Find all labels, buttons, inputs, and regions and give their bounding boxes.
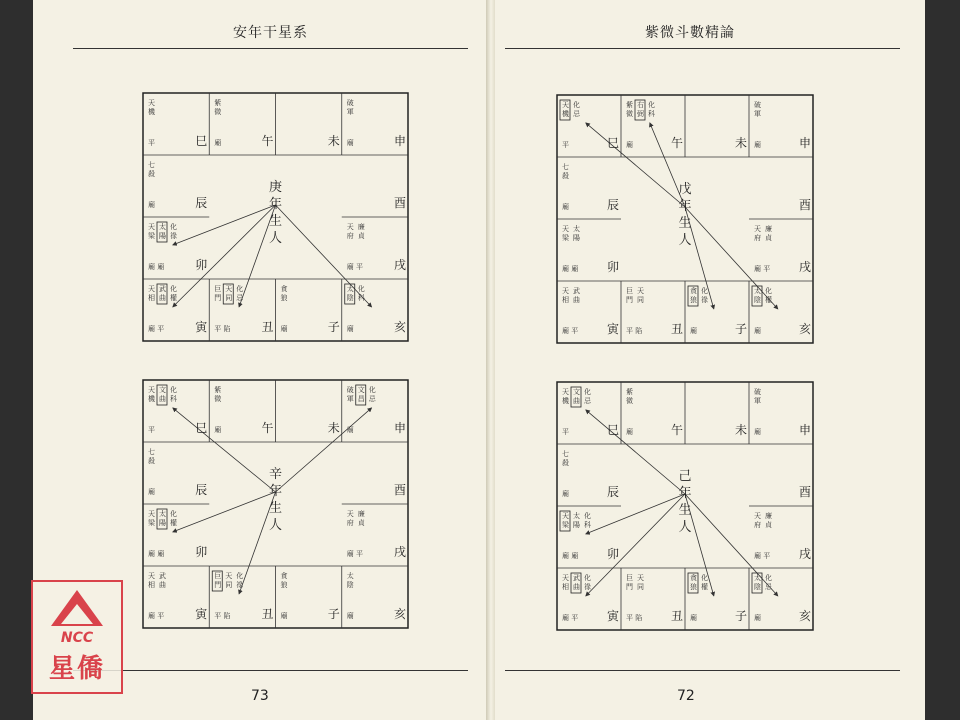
stamp-name: 星僑: [48, 654, 105, 684]
hua-label: 祿: [236, 581, 244, 589]
branch-label: 辰: [607, 198, 620, 212]
branch-label: 巳: [195, 421, 208, 435]
brightness-note: 廟 平: [346, 263, 363, 271]
brightness-note: 廟 平: [148, 612, 165, 620]
branch-label: 午: [671, 423, 684, 437]
brightness-note: 平: [148, 139, 155, 147]
brightness-note: 廟: [626, 141, 633, 149]
star-label: 天: [562, 225, 569, 233]
star-label: 陽: [159, 519, 166, 527]
brightness-note: 平 陷: [626, 327, 643, 335]
brightness-note: 廟: [690, 327, 697, 335]
center-label: 庚: [268, 180, 283, 195]
star-label: 相: [148, 294, 155, 302]
hua-label: 忌: [236, 294, 244, 302]
branch-label: 未: [735, 423, 748, 437]
brightness-note: 廟: [214, 426, 222, 434]
branch-label: 寅: [195, 320, 208, 334]
star-label: 紫: [626, 101, 633, 109]
right-page-header: 紫微斗數精論: [645, 25, 735, 41]
branch-label: 未: [735, 136, 748, 150]
center-label: 辛: [268, 467, 283, 482]
star-label: 天: [148, 572, 155, 580]
brightness-note: 廟: [626, 428, 633, 436]
hua-label: 權: [765, 296, 772, 304]
brightness-note: 廟: [754, 327, 761, 335]
star-label: 武: [573, 574, 580, 582]
arrow-line: [586, 494, 685, 596]
star-label: 門: [214, 294, 222, 302]
branch-label: 巳: [607, 136, 620, 150]
star-label: 曲: [573, 296, 580, 304]
star-label: 梁: [148, 232, 155, 240]
star-label: 機: [562, 397, 569, 405]
star-label: 天: [148, 99, 155, 107]
star-label: 微: [214, 108, 222, 116]
star-label: 貞: [765, 521, 772, 529]
branch-label: 子: [327, 607, 340, 621]
star-label: 天: [562, 287, 569, 295]
star-label: 巨: [214, 285, 222, 293]
hua-label: 權: [701, 583, 708, 591]
left-page-number: 73: [251, 688, 269, 704]
brightness-note: 廟 平: [562, 327, 579, 335]
star-label: 天: [754, 512, 761, 520]
center-label: 人: [678, 520, 692, 535]
hua-label: 化: [648, 101, 655, 109]
ncc-stamp-logo: [31, 580, 123, 694]
brightness-note: 廟 平: [754, 265, 771, 273]
star-label: 昌: [357, 395, 365, 403]
star-label: 紫: [626, 388, 633, 396]
branch-label: 卯: [607, 547, 620, 561]
branch-label: 戌: [799, 547, 812, 561]
brightness-note: 平: [562, 428, 569, 436]
branch-label: 卯: [195, 258, 208, 272]
star-label: 天: [346, 510, 354, 518]
star-label: 府: [346, 519, 354, 527]
arrow-line: [276, 408, 372, 492]
hua-label: 化: [170, 223, 177, 231]
star-label: 微: [626, 110, 633, 118]
star-label: 武: [159, 572, 166, 580]
hua-label: 祿: [701, 296, 708, 304]
star-label: 殺: [562, 459, 569, 467]
arrow-line: [173, 492, 276, 532]
brightness-note: 廟: [280, 612, 288, 620]
branch-label: 亥: [394, 320, 407, 334]
brightness-note: 廟: [214, 139, 222, 147]
hua-label: 科: [357, 294, 365, 302]
star-label: 微: [626, 397, 633, 405]
star-label: 相: [562, 296, 569, 304]
brightness-note: 廟 廟: [562, 552, 579, 560]
star-label: 殺: [562, 172, 569, 180]
branch-label: 酉: [799, 485, 812, 499]
star-label: 曲: [573, 397, 580, 405]
chart-right-bottom: [557, 382, 813, 630]
branch-label: 丑: [671, 322, 684, 336]
brightness-note: 廟: [346, 426, 354, 434]
star-label: 廉: [357, 223, 365, 231]
branch-label: 巳: [195, 134, 208, 148]
star-label: 軍: [346, 108, 354, 116]
star-label: 巨: [626, 574, 633, 582]
brightness-note: 廟 廟: [148, 550, 165, 558]
star-label: 狼: [690, 296, 697, 304]
star-label: 右: [637, 101, 644, 109]
branch-label: 丑: [261, 320, 274, 334]
branch-label: 申: [394, 134, 407, 148]
center-label: 年: [268, 484, 283, 499]
branch-label: 亥: [394, 607, 407, 621]
star-label: 陽: [159, 232, 166, 240]
star-label: 破: [346, 386, 354, 394]
star-label: 微: [214, 395, 222, 403]
star-label: 太: [159, 223, 166, 231]
brightness-note: 廟: [690, 614, 697, 622]
star-label: 七: [562, 163, 569, 171]
branch-label: 未: [327, 134, 340, 148]
hua-label: 祿: [170, 232, 177, 240]
arrow-line: [586, 494, 685, 534]
star-label: 同: [225, 294, 233, 302]
footer-rule: [505, 670, 900, 671]
brightness-note: 廟 平: [148, 325, 165, 333]
star-label: 陰: [754, 296, 761, 304]
branch-label: 子: [735, 609, 748, 623]
center-label: 戊: [678, 182, 692, 197]
star-label: 機: [148, 395, 155, 403]
star-label: 狼: [280, 294, 288, 302]
star-label: 廉: [765, 512, 772, 520]
branch-label: 申: [394, 421, 407, 435]
branch-label: 巳: [607, 423, 620, 437]
hua-label: 科: [648, 110, 655, 118]
star-label: 文: [159, 386, 166, 394]
star-label: 陽: [573, 234, 580, 242]
star-label: 相: [148, 581, 155, 589]
star-label: 文: [573, 388, 580, 396]
star-label: 破: [346, 99, 354, 107]
center-label: 人: [678, 233, 692, 248]
right-page-number: 72: [677, 688, 695, 704]
hua-label: 化: [357, 285, 365, 293]
branch-label: 辰: [195, 196, 208, 210]
brightness-note: 廟 平: [754, 552, 771, 560]
star-label: 狼: [280, 581, 288, 589]
star-label: 曲: [573, 583, 580, 591]
branch-label: 寅: [195, 607, 208, 621]
star-label: 貞: [357, 519, 365, 527]
hua-label: 化: [170, 386, 177, 394]
star-label: 紫: [214, 386, 222, 394]
brightness-note: 平: [562, 141, 569, 149]
hua-label: 化: [170, 285, 177, 293]
branch-label: 午: [261, 134, 274, 148]
branch-label: 戌: [799, 260, 812, 274]
star-label: 天: [637, 574, 644, 582]
branch-label: 子: [327, 320, 340, 334]
brightness-note: 廟: [346, 139, 354, 147]
hua-label: 忌: [765, 583, 772, 591]
star-label: 軍: [346, 395, 354, 403]
star-label: 梁: [562, 521, 569, 529]
star-label: 太: [754, 574, 761, 582]
star-label: 貪: [690, 287, 697, 295]
star-label: 貪: [280, 572, 288, 580]
header-rule: [73, 48, 468, 49]
star-label: 梁: [148, 519, 155, 527]
star-label: 武: [573, 287, 580, 295]
branch-label: 酉: [394, 483, 407, 497]
brightness-note: 廟: [562, 490, 569, 498]
star-label: 曲: [159, 395, 166, 403]
hua-label: 權: [170, 519, 177, 527]
brightness-note: 平: [148, 426, 155, 434]
center-label: 年: [268, 197, 283, 212]
arrow-line: [685, 494, 778, 596]
brightness-note: 廟: [754, 614, 761, 622]
hua-label: 化: [368, 386, 376, 394]
star-label: 七: [148, 448, 155, 456]
center-label: 生: [268, 214, 283, 229]
hua-label: 忌: [573, 110, 580, 118]
branch-label: 辰: [607, 485, 620, 499]
brightness-note: 廟 廟: [148, 263, 165, 271]
arrow-line: [173, 205, 276, 307]
star-label: 陽: [573, 521, 580, 529]
star-label: 七: [148, 161, 155, 169]
center-label: 生: [678, 503, 692, 518]
branch-label: 酉: [799, 198, 812, 212]
branch-label: 丑: [671, 609, 684, 623]
center-label: 己: [678, 469, 692, 484]
star-label: 門: [626, 583, 633, 591]
star-label: 太: [573, 225, 580, 233]
book-edge-left: [0, 0, 33, 720]
star-label: 天: [225, 285, 233, 293]
hua-label: 化: [236, 572, 244, 580]
hua-label: 化: [584, 512, 591, 520]
stamp-brand: NCC: [60, 630, 94, 646]
star-label: 武: [159, 285, 166, 293]
star-label: 軍: [754, 110, 761, 118]
hua-label: 化: [170, 510, 177, 518]
hua-label: 科: [584, 521, 591, 529]
star-label: 天: [562, 574, 569, 582]
footer-rule: [73, 670, 468, 671]
star-label: 門: [626, 296, 633, 304]
star-label: 天: [754, 225, 761, 233]
star-label: 破: [754, 101, 761, 109]
star-label: 天: [562, 512, 569, 520]
branch-label: 戌: [394, 545, 407, 559]
star-label: 府: [754, 234, 761, 242]
star-label: 殺: [148, 457, 155, 465]
brightness-note: 廟: [754, 141, 761, 149]
star-label: 軍: [754, 397, 761, 405]
hua-label: 化: [701, 574, 708, 582]
brightness-note: 平 陷: [626, 614, 643, 622]
center-label: 人: [268, 231, 283, 246]
branch-label: 丑: [261, 607, 274, 621]
branch-label: 申: [799, 136, 812, 150]
star-label: 七: [562, 450, 569, 458]
branch-label: 子: [735, 322, 748, 336]
star-label: 府: [346, 232, 354, 240]
star-label: 曲: [159, 294, 166, 302]
star-label: 弼: [637, 110, 644, 118]
brightness-note: 廟: [754, 428, 761, 436]
star-label: 同: [637, 583, 644, 591]
star-label: 廉: [357, 510, 365, 518]
star-label: 梁: [562, 234, 569, 242]
star-label: 貪: [690, 574, 697, 582]
hua-label: 祿: [584, 583, 591, 591]
star-label: 紫: [214, 99, 222, 107]
chart-left-bottom: [143, 380, 408, 628]
star-label: 天: [148, 510, 155, 518]
brightness-note: 平 陷: [214, 612, 231, 620]
star-label: 天: [562, 101, 569, 109]
star-label: 太: [346, 572, 354, 580]
branch-label: 亥: [799, 322, 812, 336]
star-label: 狼: [690, 583, 697, 591]
branch-label: 卯: [195, 545, 208, 559]
branch-label: 辰: [195, 483, 208, 497]
star-label: 陰: [346, 294, 354, 302]
star-label: 同: [225, 581, 233, 589]
branch-label: 寅: [607, 322, 620, 336]
star-label: 機: [148, 108, 155, 116]
hua-label: 化: [765, 574, 772, 582]
chart-left-top: [143, 93, 408, 341]
hua-label: 忌: [584, 397, 591, 405]
hua-label: 化: [573, 101, 580, 109]
branch-label: 申: [799, 423, 812, 437]
star-label: 文: [357, 386, 365, 394]
brightness-note: 平 陷: [214, 325, 231, 333]
brightness-note: 廟 平: [562, 614, 579, 622]
branch-label: 午: [261, 421, 274, 435]
star-label: 陰: [346, 581, 354, 589]
book-edge-right: [925, 0, 960, 720]
star-label: 陰: [754, 583, 761, 591]
brightness-note: 廟: [346, 325, 354, 333]
brightness-note: 廟: [280, 325, 288, 333]
star-label: 天: [346, 223, 354, 231]
brightness-note: 廟: [562, 203, 569, 211]
star-label: 破: [754, 388, 761, 396]
center-label: 生: [268, 501, 283, 516]
star-label: 巨: [626, 287, 633, 295]
arrow-line: [173, 408, 276, 492]
star-label: 殺: [148, 170, 155, 178]
star-label: 天: [637, 287, 644, 295]
star-label: 天: [148, 386, 155, 394]
center-label: 生: [678, 216, 692, 231]
star-label: 廉: [765, 225, 772, 233]
branch-label: 亥: [799, 609, 812, 623]
hua-label: 化: [584, 574, 591, 582]
star-label: 府: [754, 521, 761, 529]
star-label: 天: [148, 285, 155, 293]
hua-label: 化: [701, 287, 708, 295]
chart-right-top: [557, 95, 813, 343]
brightness-note: 廟: [148, 201, 155, 209]
star-label: 太: [754, 287, 761, 295]
branch-label: 卯: [607, 260, 620, 274]
star-label: 貪: [280, 285, 288, 293]
star-label: 天: [562, 388, 569, 396]
brightness-note: 廟 廟: [562, 265, 579, 273]
arrow-line: [173, 205, 276, 245]
hua-label: 化: [584, 388, 591, 396]
hua-label: 化: [765, 287, 772, 295]
branch-label: 未: [327, 421, 340, 435]
brightness-note: 廟 平: [346, 550, 363, 558]
star-label: 曲: [159, 581, 166, 589]
star-label: 同: [637, 296, 644, 304]
branch-label: 酉: [394, 196, 407, 210]
hua-label: 權: [170, 294, 177, 302]
brightness-note: 廟: [148, 488, 155, 496]
center-label: 人: [268, 518, 283, 533]
star-label: 門: [214, 581, 222, 589]
star-label: 太: [159, 510, 166, 518]
brightness-note: 廟: [346, 612, 354, 620]
left-page-header: 安年干星系: [233, 25, 308, 41]
hua-label: 科: [170, 395, 177, 403]
star-label: 天: [148, 223, 155, 231]
branch-label: 寅: [607, 609, 620, 623]
branch-label: 戌: [394, 258, 407, 272]
star-label: 貞: [765, 234, 772, 242]
hua-label: 忌: [368, 395, 376, 403]
hua-label: 化: [236, 285, 244, 293]
star-label: 巨: [214, 572, 222, 580]
branch-label: 午: [671, 136, 684, 150]
center-label: 年: [678, 486, 692, 501]
star-label: 機: [562, 110, 569, 118]
star-label: 太: [346, 285, 354, 293]
star-label: 貞: [357, 232, 365, 240]
header-rule: [505, 48, 900, 49]
star-label: 天: [225, 572, 233, 580]
star-label: 相: [562, 583, 569, 591]
center-label: 年: [678, 199, 692, 214]
arrow-line: [685, 207, 778, 309]
star-label: 太: [573, 512, 580, 520]
